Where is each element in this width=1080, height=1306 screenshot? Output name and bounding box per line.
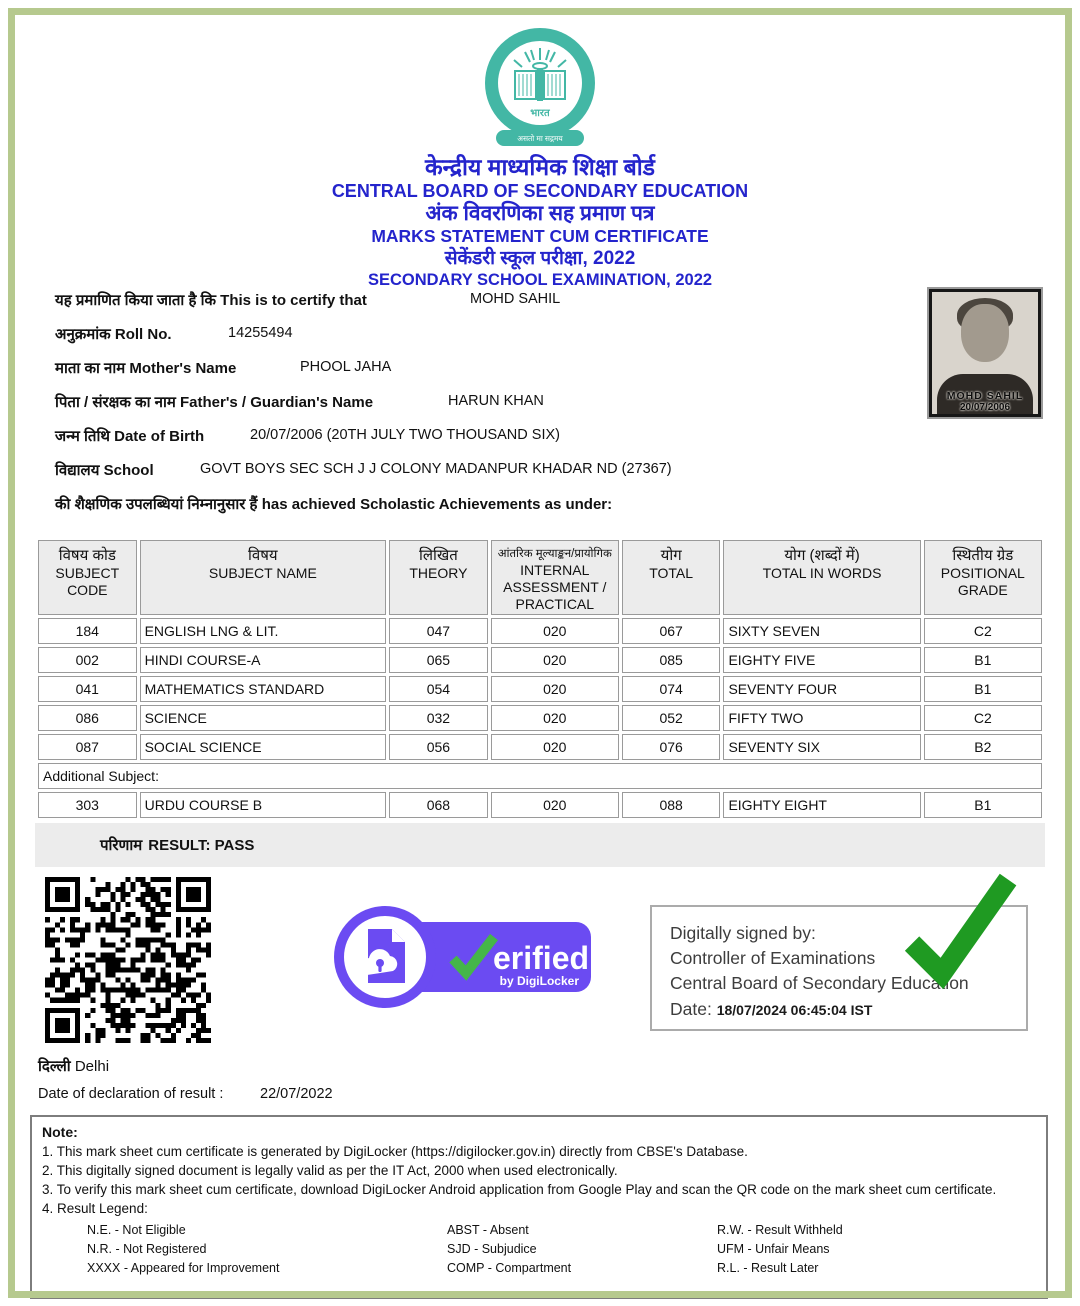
col-internal: आंतरिक मूल्याङ्कन/प्रायोगिक INTERNAL ASSESSMENT / PRACTICAL — [491, 540, 619, 615]
qr-code — [45, 877, 211, 1043]
achievement-row: की शैक्षणिक उपलब्धियां निम्नानुसार हैं has achieved Scholastic Achievements as under: — [55, 496, 613, 513]
exam-title-english: SECONDARY SCHOOL EXAMINATION, 2022 — [367, 271, 713, 289]
declaration-date-row: Date of declaration of result : 22/07/2022 — [38, 1086, 333, 1102]
svg-text:असतो मा सद्गमय: असतो मा सद्गमय — [517, 134, 563, 143]
declaration-date: 22/07/2022 — [260, 1086, 333, 1102]
school-row: विद्यालय School GOVT BOYS SEC SCH J J COLONY MADANPUR KHADAR ND (27367) — [55, 461, 672, 479]
father-row: पिता / संरक्षक का नाम Father's / Guardian's Name HARUN KHAN — [55, 393, 544, 411]
note-item: 1. This mark sheet cum certificate is generated by DigiLocker (https://digilocker.gov.in) directly from CBSE's Database. — [42, 1144, 748, 1159]
photo-caption: MOHD SAHIL 20/07/2006 — [946, 390, 1024, 413]
school-name: GOVT BOYS SEC SCH J J COLONY MADANPUR KHADAR ND (27367) — [200, 461, 672, 477]
roll-row: अनुक्रमांक Roll No. 14255494 — [55, 325, 293, 343]
signature-timestamp: 18/07/2024 06:45:04 IST — [716, 1002, 873, 1018]
signature-valid-check-icon — [895, 866, 1023, 1004]
svg-text:by DigiLocker: by DigiLocker — [499, 974, 579, 988]
dob-row: जन्म तिथि Date of Birth 20/07/2006 (20TH JULY TWO THOUSAND SIX) — [55, 427, 560, 445]
result-banner — [35, 823, 1045, 867]
result-label: RESULT: PASS — [148, 836, 255, 854]
result-label-hindi: परिणाम — [100, 837, 143, 854]
note-item: 3. To verify this mark sheet cum certificate, download DigiLocker Android application from Google Play and scan the QR code on the mark sheet cum certificate. — [42, 1182, 997, 1197]
doc-title-english: MARKS STATEMENT CUM CERTIFICATE — [371, 226, 709, 246]
father-name: HARUN KHAN — [448, 393, 544, 409]
mother-name: PHOOL JAHA — [300, 359, 392, 375]
col-total: योग TOTAL — [622, 540, 721, 615]
certificate-header — [0, 26, 1080, 290]
certify-row: यह प्रमाणित किया जाता है कि This is to certify that MOHD SAHIL — [55, 291, 561, 309]
exam-title-hindi: सेकेंडरी स्कूल परीक्षा, 2022 — [444, 248, 636, 269]
note-box — [30, 1115, 1048, 1299]
note-title: Note: — [42, 1124, 78, 1140]
cbse-logo-icon — [480, 26, 600, 150]
legend-column: R.W. - Result Withheld UFM - Unfair Means R.L. - Result Later — [717, 1223, 843, 1275]
col-grade: स्थितीय ग्रेड POSITIONAL GRADE — [924, 540, 1042, 615]
note-item: 4. Result Legend: — [42, 1201, 148, 1216]
student-name: MOHD SAHIL — [470, 291, 561, 307]
signed-by-label: Digitally signed by: — [670, 923, 816, 943]
table-row: 086 SCIENCE 032 020 052 FIFTY TWO C2 — [38, 705, 1042, 731]
table-row: 184 ENGLISH LNG & LIT. 047 020 067 SIXTY SEVEN C2 — [38, 618, 1042, 644]
signer-title: Controller of Examinations — [670, 948, 876, 968]
legend-column: N.E. - Not Eligible N.R. - Not Registered XXXX - Appeared for Improvement — [87, 1223, 280, 1275]
table-row: 041 MATHEMATICS STANDARD 054 020 074 SEVENTY FOUR B1 — [38, 676, 1042, 702]
board-title-hindi: केन्द्रीय माध्यमिक शिक्षा बोर्ड — [425, 154, 655, 180]
svg-text:erified: erified — [493, 940, 590, 976]
table-row: 002 HINDI COURSE-A 065 020 085 EIGHTY FIVE B1 — [38, 647, 1042, 673]
doc-title-hindi: अंक विवरणिका सह प्रमाण पत्र — [425, 202, 655, 225]
svg-text:भारत: भारत — [530, 108, 550, 119]
document-cloud-lock-icon — [362, 929, 405, 983]
signer-org: Central Board of Secondary Education — [670, 973, 969, 993]
date-of-birth: 20/07/2006 (20TH JULY TWO THOUSAND SIX) — [250, 427, 560, 443]
additional-subject-row: 303 URDU COURSE B 068 020 088 EIGHTY EIGHT B1 — [38, 792, 1042, 818]
note-item: 2. This digitally signed document is legally valid as per the IT Act, 2000 when used electronically. — [42, 1163, 618, 1178]
verified-badge-icon — [333, 903, 595, 1011]
result-legend — [42, 1221, 1036, 1278]
roll-number: 14255494 — [228, 325, 293, 341]
marks-table — [35, 537, 1045, 821]
marks-table-section — [35, 537, 1045, 867]
legend-column: ABST - Absent SJD - Subjudice COMP - Compartment — [447, 1223, 572, 1275]
signature-date-row: Date: 18/07/2024 06:45:04 IST — [670, 999, 873, 1019]
student-photo — [929, 289, 1041, 417]
photo-face — [961, 304, 1009, 362]
mother-row: माता का नाम Mother's Name PHOOL JAHA — [55, 359, 392, 377]
marks-table-header-row — [38, 540, 1042, 615]
place-row: दिल्ली Delhi — [38, 1058, 110, 1075]
table-row: 087 SOCIAL SCIENCE 056 020 076 SEVENTY SIX B2 — [38, 734, 1042, 760]
additional-subject-label-row: Additional Subject: — [38, 763, 1042, 789]
col-total-words: योग (शब्दों में) TOTAL IN WORDS — [723, 540, 920, 615]
col-theory: लिखित THEORY — [389, 540, 488, 615]
board-title-english: CENTRAL BOARD OF SECONDARY EDUCATION — [331, 181, 749, 201]
col-subject-name: विषय SUBJECT NAME — [140, 540, 387, 615]
col-subject-code: विषय कोड SUBJECT CODE — [38, 540, 137, 615]
digilocker-verified-badge — [333, 903, 595, 1011]
